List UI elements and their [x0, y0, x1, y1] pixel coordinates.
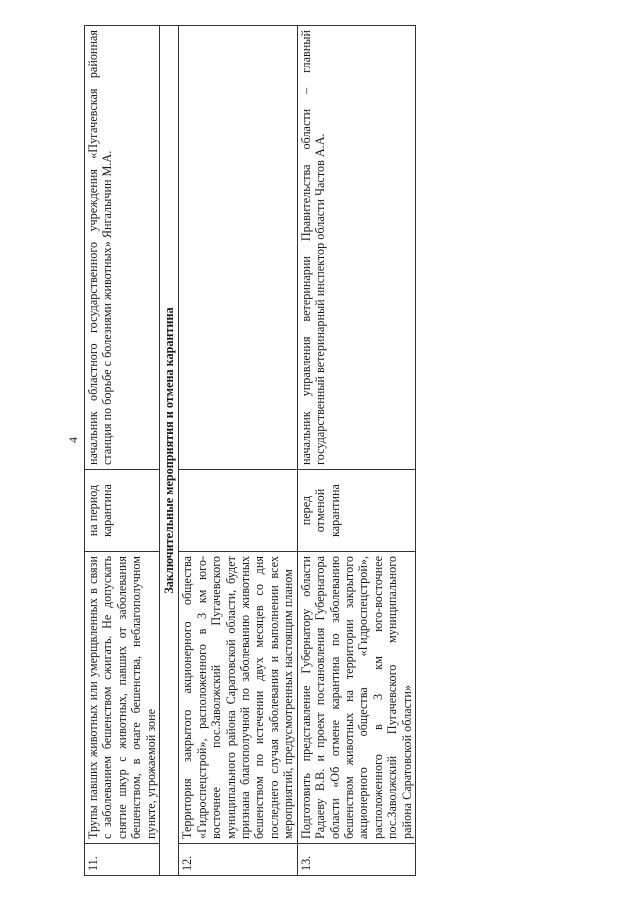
row-number: 13.	[297, 844, 415, 876]
table-row	[179, 26, 297, 876]
deadline-text	[179, 470, 297, 552]
measure-text: Трупы павших животных или умерщвленных в связи с заболеванием бешенством сжигать. Не допускать снятие шкур с животных, павших от заболевания бешенством, в очаге бешенства, неблагополучном пункте, угрожаемой зоне	[85, 552, 160, 844]
deadline-text: на период карантина	[85, 470, 160, 552]
table-row	[297, 26, 415, 876]
page-number: 4	[66, 437, 80, 443]
row-number: 12.	[179, 844, 297, 876]
rotated-page-content	[84, 26, 444, 876]
table-row	[85, 26, 160, 876]
row-number: 11.	[85, 844, 160, 876]
responsible-text: начальник управления ветеринарии Правительства области – главный государственный ветеринарный инспектор области Частов А.А.	[297, 26, 415, 470]
measure-text: Территория закрытого акционерного общества «Гидроспецстрой», расположенного в 3 км юго-восточнее пос.Заволжский Пугачевского муниципального района Саратовской области, будет признана благополучной по заболеванию животных бешенством по истечении двух месяцев со дня последнего случая заболевания и выполнении всех мероприятий, предусмотренных настоящим планом	[179, 552, 297, 844]
deadline-text: перед отменой карантина	[297, 470, 415, 552]
section-row	[160, 26, 179, 876]
measures-table	[84, 25, 416, 876]
section-title: Заключительные мероприятия и отмена карантина	[160, 26, 179, 876]
responsible-text: начальник областного государственного учреждения «Пугачевская районная станция по борьбе с болезнями животных» Янгалычин М.А.	[85, 26, 160, 470]
responsible-text	[179, 26, 297, 470]
measure-text: Подготовить представление Губернатору области Радаеву В.В. и проект постановления Губернатора области «Об отмене карантина по заболеванию бешенством животных на территории закрытого акционерного общества «Гидроспецстрой», расположенного в 3 км юго-восточнее пос.Заволжский Пугачевского муниципального района Саратовской области»	[297, 552, 415, 844]
